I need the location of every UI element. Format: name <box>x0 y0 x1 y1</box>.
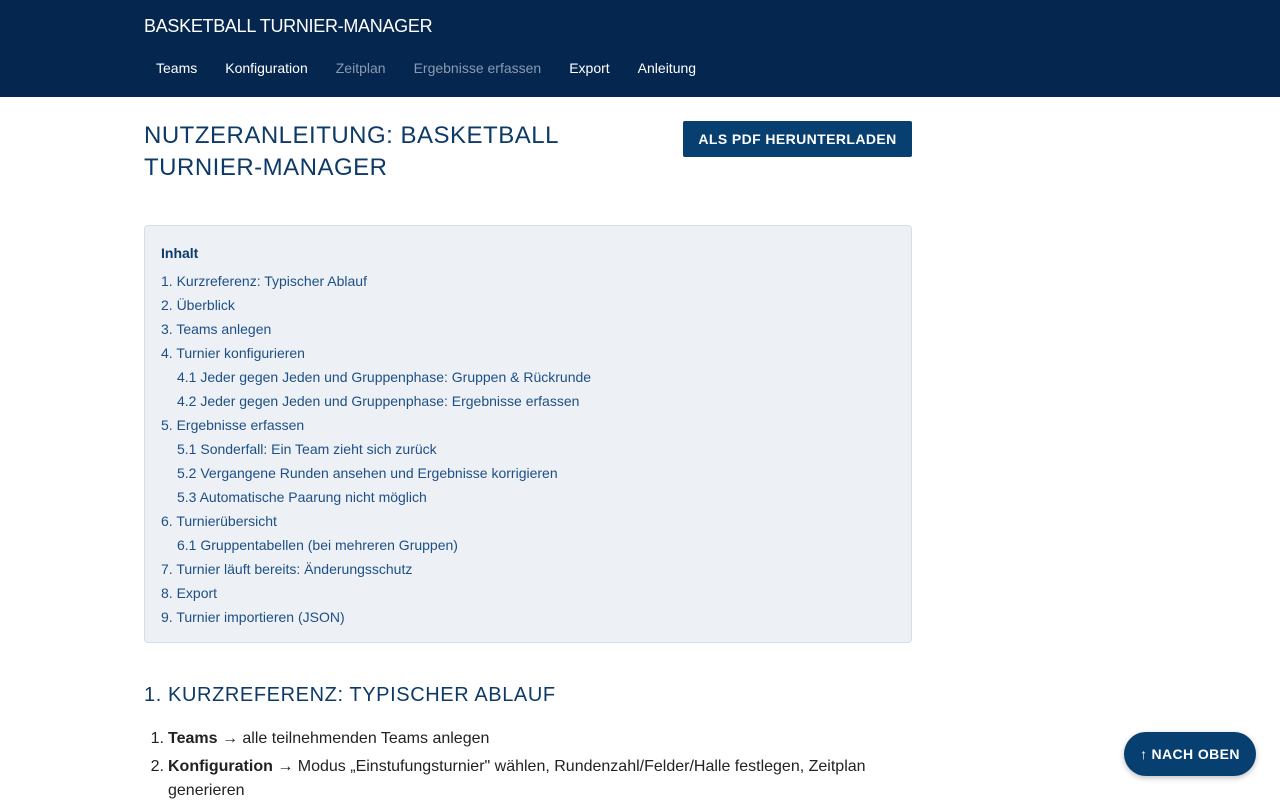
toc-link-ergebnisse-erfassen[interactable]: 5. Ergebnisse erfassen <box>161 417 305 433</box>
toc-title: Inhalt <box>161 245 199 261</box>
toc-subitem <box>161 367 895 391</box>
main-nav <box>142 58 710 78</box>
toc-item <box>161 607 895 631</box>
toc-link-gruppenphase-ergebnisse[interactable]: 4.2 Jeder gegen Jeden und Gruppenphase: Ergebnisse erfassen <box>177 393 580 409</box>
toc-subitem <box>161 391 895 415</box>
toc-link-paarung-nicht-moeglich[interactable]: 5.3 Automatische Paarung nicht möglich <box>177 489 427 505</box>
toc-subitem <box>161 463 895 487</box>
toc-link-kurzreferenz[interactable]: 1. Kurzreferenz: Typischer Ablauf <box>161 273 367 289</box>
section-heading-kurzreferenz: 1. KURZREFERENZ: TYPISCHER ABLAUF <box>144 684 556 706</box>
back-to-top-label: NACH OBEN <box>1151 746 1240 762</box>
nav-zeitplan: Zeitplan <box>335 60 386 76</box>
list-item <box>150 755 908 803</box>
toc-link-ueberblick[interactable]: 2. Überblick <box>161 297 235 313</box>
toc-subitem <box>161 487 895 511</box>
step-number: 1. <box>150 730 164 747</box>
table-of-contents <box>144 225 912 643</box>
toc-subitem <box>161 439 895 463</box>
toc-item <box>161 583 895 607</box>
nav-export[interactable]: Export <box>569 60 610 76</box>
list-item <box>150 727 908 751</box>
toc-link-aenderungsschutz[interactable]: 7. Turnier läuft bereits: Änderungsschutz <box>161 561 413 577</box>
nav-anleitung[interactable]: Anleitung <box>637 60 697 76</box>
nav-ergebnisse-erfassen: Ergebnisse erfassen <box>413 60 542 76</box>
toc-item <box>161 511 895 535</box>
toc-list <box>161 271 895 631</box>
toc-item <box>161 559 895 583</box>
steps-list <box>150 727 908 807</box>
toc-link-vergangene-runden[interactable]: 5.2 Vergangene Runden ansehen und Ergebnisse korrigieren <box>177 465 558 481</box>
step-term: Konfiguration <box>168 758 273 775</box>
step-number: 2. <box>150 758 164 775</box>
nav-konfiguration[interactable]: Konfiguration <box>225 60 308 76</box>
nav-teams[interactable]: Teams <box>156 60 198 76</box>
page-title: NUTZERANLEITUNG: BASKETBALL TURNIER-MANAGER <box>144 122 559 181</box>
download-pdf-button[interactable]: ALS PDF HERUNTERLADEN <box>683 121 912 157</box>
step-text: → alle teilnehmenden Teams anlegen <box>217 730 490 747</box>
top-header <box>0 0 1280 97</box>
arrow-up-icon: ↑ <box>1140 746 1148 762</box>
toc-link-export[interactable]: 8. Export <box>161 585 218 601</box>
toc-item <box>161 271 895 295</box>
toc-item <box>161 295 895 319</box>
toc-link-teams-anlegen[interactable]: 3. Teams anlegen <box>161 321 272 337</box>
toc-link-team-zieht-zurueck[interactable]: 5.1 Sonderfall: Ein Team zieht sich zurück <box>177 441 437 457</box>
step-text: → Modus „Einstufungsturnier" wählen, Rundenzahl/Felder/Halle festlegen, Zeitplan generieren <box>168 758 866 799</box>
toc-link-gruppentabellen[interactable]: 6.1 Gruppentabellen (bei mehreren Gruppen) <box>177 537 458 553</box>
toc-item <box>161 319 895 343</box>
step-term: Teams <box>168 730 218 747</box>
toc-link-turnier-konfigurieren[interactable]: 4. Turnier konfigurieren <box>161 345 305 361</box>
toc-item <box>161 343 895 367</box>
app-title: BASKETBALL TURNIER-MANAGER <box>144 16 433 36</box>
back-to-top-button[interactable] <box>1124 732 1256 776</box>
toc-link-turnier-importieren[interactable]: 9. Turnier importieren (JSON) <box>161 609 345 625</box>
toc-link-turnieruebersicht[interactable]: 6. Turnierübersicht <box>161 513 277 529</box>
toc-subitem <box>161 535 895 559</box>
toc-item <box>161 415 895 439</box>
toc-link-gruppen-rueckrunde[interactable]: 4.1 Jeder gegen Jeden und Gruppenphase: Gruppen & Rückrunde <box>177 369 592 385</box>
